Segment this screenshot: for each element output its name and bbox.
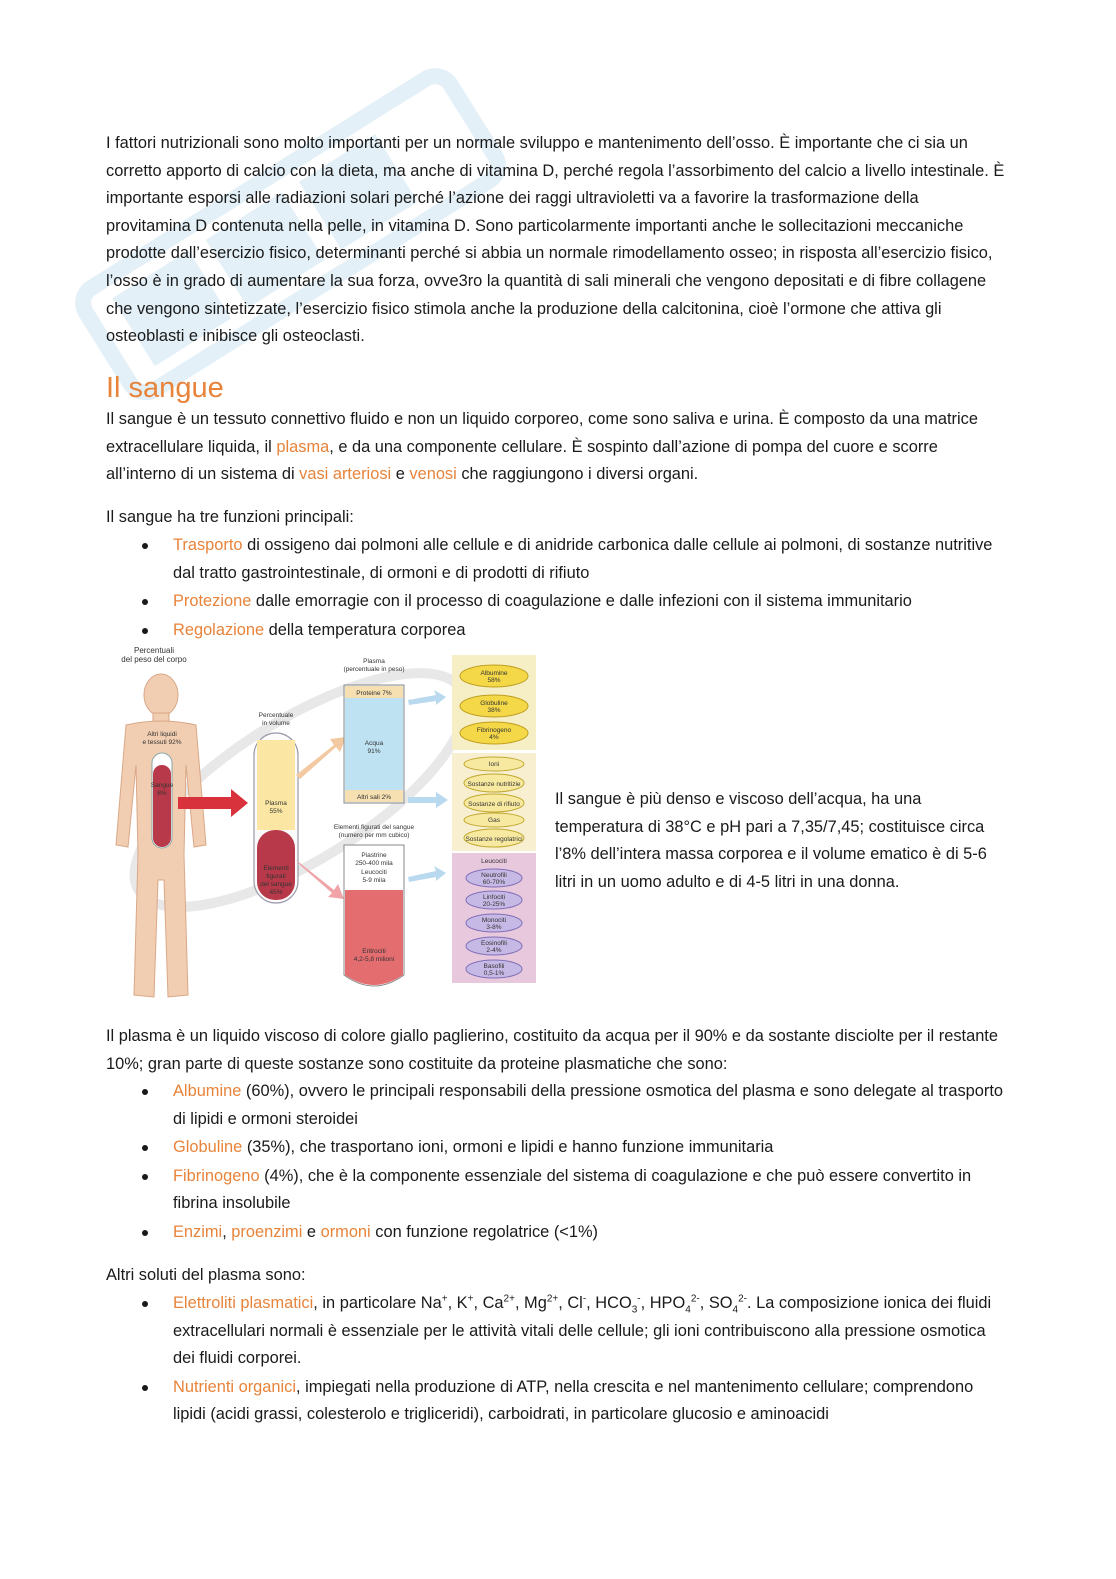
- plasma-term: plasma: [276, 437, 330, 456]
- svg-text:Elementi figurati del sangue: Elementi figurati del sangue: [333, 824, 415, 831]
- body-title-2: del peso del corpo: [121, 655, 187, 664]
- list-item: Protezione dalle emorragie con il processo di coagulazione e dalle infezioni con il sistema immunitario: [106, 588, 1006, 616]
- svg-text:38%: 38%: [487, 707, 501, 714]
- svg-text:del sangue: del sangue: [260, 881, 292, 888]
- svg-text:20-25%: 20-25%: [482, 901, 506, 908]
- svg-text:Globuline: Globuline: [480, 700, 508, 707]
- svg-text:Basofili: Basofili: [483, 963, 505, 970]
- svg-text:Sangue: Sangue: [150, 782, 174, 789]
- list-item: Nutrienti organici, impiegati nella produzione di ATP, nella crescita e nel mantenimento cellulare; comprendono lipidi (acidi grassi, colesterolo e trigliceridi), carboidrati, in particolare glucosio e aminoacidi: [106, 1374, 1006, 1429]
- list-item: Regolazione della temperatura corporea: [106, 617, 1006, 645]
- svg-text:58%: 58%: [487, 677, 501, 684]
- svg-text:in volume: in volume: [262, 720, 290, 727]
- list-item: Enzimi, proenzimi e ormoni con funzione regolatrice (<1%): [106, 1219, 1006, 1247]
- svg-text:figurati: figurati: [266, 873, 286, 880]
- arteriosi-term: vasi arteriosi: [299, 465, 392, 484]
- section-title: Il sangue: [106, 372, 224, 404]
- svg-text:3-8%: 3-8%: [486, 924, 502, 931]
- svg-text:Altri liquidi: Altri liquidi: [147, 731, 177, 738]
- svg-text:Albumine: Albumine: [480, 670, 508, 677]
- svg-text:55%: 55%: [269, 808, 283, 815]
- svg-text:e tessuti 92%: e tessuti 92%: [142, 739, 182, 746]
- list-item: Elettroliti plasmatici, in particolare Na+, K+, $Ca^{2+}$, $Mg^{2+}$, Cl-, $HCO_3^-$, $HPO_4^{2-}$, $SO_4^{2-}$. La composizione ionica dei fluidi extracellulari normali è essenziale per le attività vitali delle cellule; gli ioni contribuiscono alla pressione osmotica dei fluidi corporei.: [106, 1290, 1006, 1373]
- svg-text:8%: 8%: [157, 790, 167, 797]
- svg-text:Fibrinogeno: Fibrinogeno: [476, 727, 512, 734]
- list-item: Albumine (60%), ovvero le principali responsabili della pressione osmotica del plasma e sono delegate al trasporto di lipidi e ormoni steroidei: [106, 1078, 1006, 1133]
- svg-text:Elementi: Elementi: [263, 865, 289, 872]
- blood-composition-figure: [106, 645, 544, 1010]
- plasma-proteins-list: [106, 1078, 1006, 1248]
- list-item: Globuline (35%), che trasportano ioni, ormoni e lipidi e hanno funzione immunitaria: [106, 1134, 1006, 1162]
- svg-text:Leucociti: Leucociti: [361, 869, 387, 876]
- venosi-term: venosi: [409, 465, 457, 484]
- svg-text:Leucociti: Leucociti: [481, 858, 507, 865]
- svg-text:Eosinofili: Eosinofili: [480, 940, 508, 947]
- svg-text:Gas: Gas: [488, 817, 500, 824]
- svg-text:2-4%: 2-4%: [486, 947, 502, 954]
- svg-text:Eritrociti: Eritrociti: [362, 948, 386, 955]
- intro-paragraph: I fattori nutrizionali sono molto importanti per un normale sviluppo e mantenimento dell’osso. È importante che ci sia un corretto apporto di calcio con la dieta, ma anche di vitamina D, perché regola l’assorbimento del calcio a livello intestinale. È importante esporsi alle radiazioni solari perché l’azione dei raggi ultravioletti va a favorire la trasformazione della provitamina D contenuta nella pelle, in vitamina D. Sono particolarmente importanti anche le sollecitazioni meccaniche prodotte dall’esercizio fisico, determinanti perché si abbia un normale rimodellamento osseo; in risposta all’esercizio fisico, l’osso è in grado di aumentare la sua forza, ovve3ro la quantità di sali minerali che vengono depositati e di fibre collagene che vengono sintetizzate, l’esercizio fisico stimola anche la produzione della calcitonina, cioè l’ormone che attiva gli osteoblasti e inibisce gli osteoclasti.: [106, 134, 1005, 346]
- svg-text:Piastrine: Piastrine: [361, 852, 387, 859]
- svg-text:Monociti: Monociti: [481, 917, 507, 924]
- svg-text:5-9 mila: 5-9 mila: [362, 877, 386, 884]
- plasma-proteins-ovals: [460, 665, 528, 744]
- svg-text:(percentuale in peso): (percentuale in peso): [343, 666, 405, 673]
- svg-text:Proteine 7%: Proteine 7%: [356, 690, 392, 697]
- svg-text:4%: 4%: [489, 734, 499, 741]
- svg-text:Plasma: Plasma: [265, 800, 287, 807]
- solutes-intro: Altri soluti del plasma sono:: [106, 1266, 306, 1284]
- svg-text:250-400 mila: 250-400 mila: [355, 860, 393, 867]
- svg-text:Sostanze nutritizie: Sostanze nutritizie: [467, 781, 521, 788]
- svg-text:0,5-1%: 0,5-1%: [483, 970, 505, 977]
- svg-text:60-70%: 60-70%: [482, 879, 506, 886]
- svg-text:Neutrofili: Neutrofili: [481, 872, 507, 879]
- svg-text:Percentuale: Percentuale: [258, 712, 294, 719]
- svg-text:Sostanze regolatrici: Sostanze regolatrici: [465, 836, 523, 843]
- svg-text:Acqua: Acqua: [364, 740, 384, 747]
- plasma-paragraph: Il plasma è un liquido viscoso di colore giallo paglierino, costituito da acqua per il 90% e da sostante disciolte per il restante 10%; gran parte di queste sostanze sono costituite da proteine plasmatiche che sono:: [106, 1027, 998, 1073]
- svg-text:Linfociti: Linfociti: [482, 894, 506, 901]
- solutes-list: [106, 1290, 1006, 1430]
- functions-list: [106, 532, 1006, 645]
- svg-text:Plasma: Plasma: [363, 658, 385, 665]
- svg-text:Sostanze di rifiuto: Sostanze di rifiuto: [468, 801, 520, 808]
- list-item: Fibrinogeno (4%), che è la componente essenziale del sistema di coagulazione e che può essere convertito in fibrina insolubile: [106, 1163, 1006, 1218]
- svg-text:(numero per mm cubico): (numero per mm cubico): [338, 832, 410, 839]
- functions-intro: Il sangue ha tre funzioni principali:: [106, 508, 354, 526]
- list-item: Trasporto di ossigeno dai polmoni alle cellule e di anidride carbonica dalle cellule ai polmoni, di sostanze nutritive dal tratto gastrointestinale, di ormoni e di prodotti di rifiuto: [106, 532, 1006, 587]
- svg-text:Altri sali 2%: Altri sali 2%: [357, 794, 391, 801]
- svg-text:Ioni: Ioni: [488, 761, 500, 768]
- svg-text:91%: 91%: [367, 748, 381, 755]
- svg-text:45%: 45%: [269, 889, 283, 896]
- blood-definition: Il sangue è un tessuto connettivo fluido e non un liquido corporeo, come sono saliva e urina. È composto da una matrice extracellulare liquida, il plasma, e da una componente cellulare. È sospinto dall’azione di pompa del cuore e scorre all’interno di un sistema di vasi arteriosi e venosi che raggiungono i diversi organi.: [106, 410, 978, 484]
- figure-caption: Il sangue è più denso e viscoso dell’acqua, ha una temperatura di 38°C e pH pari a 7,35/7,45; costituisce circa l’8% dell’intera massa corporea e il volume ematico è di 5-6 litri in un uomo adulto e di 4-5 litri in una donna.: [555, 790, 987, 891]
- body-title: Percentuali: [133, 646, 175, 655]
- svg-text:4,2-5,8 milioni: 4,2-5,8 milioni: [353, 956, 395, 963]
